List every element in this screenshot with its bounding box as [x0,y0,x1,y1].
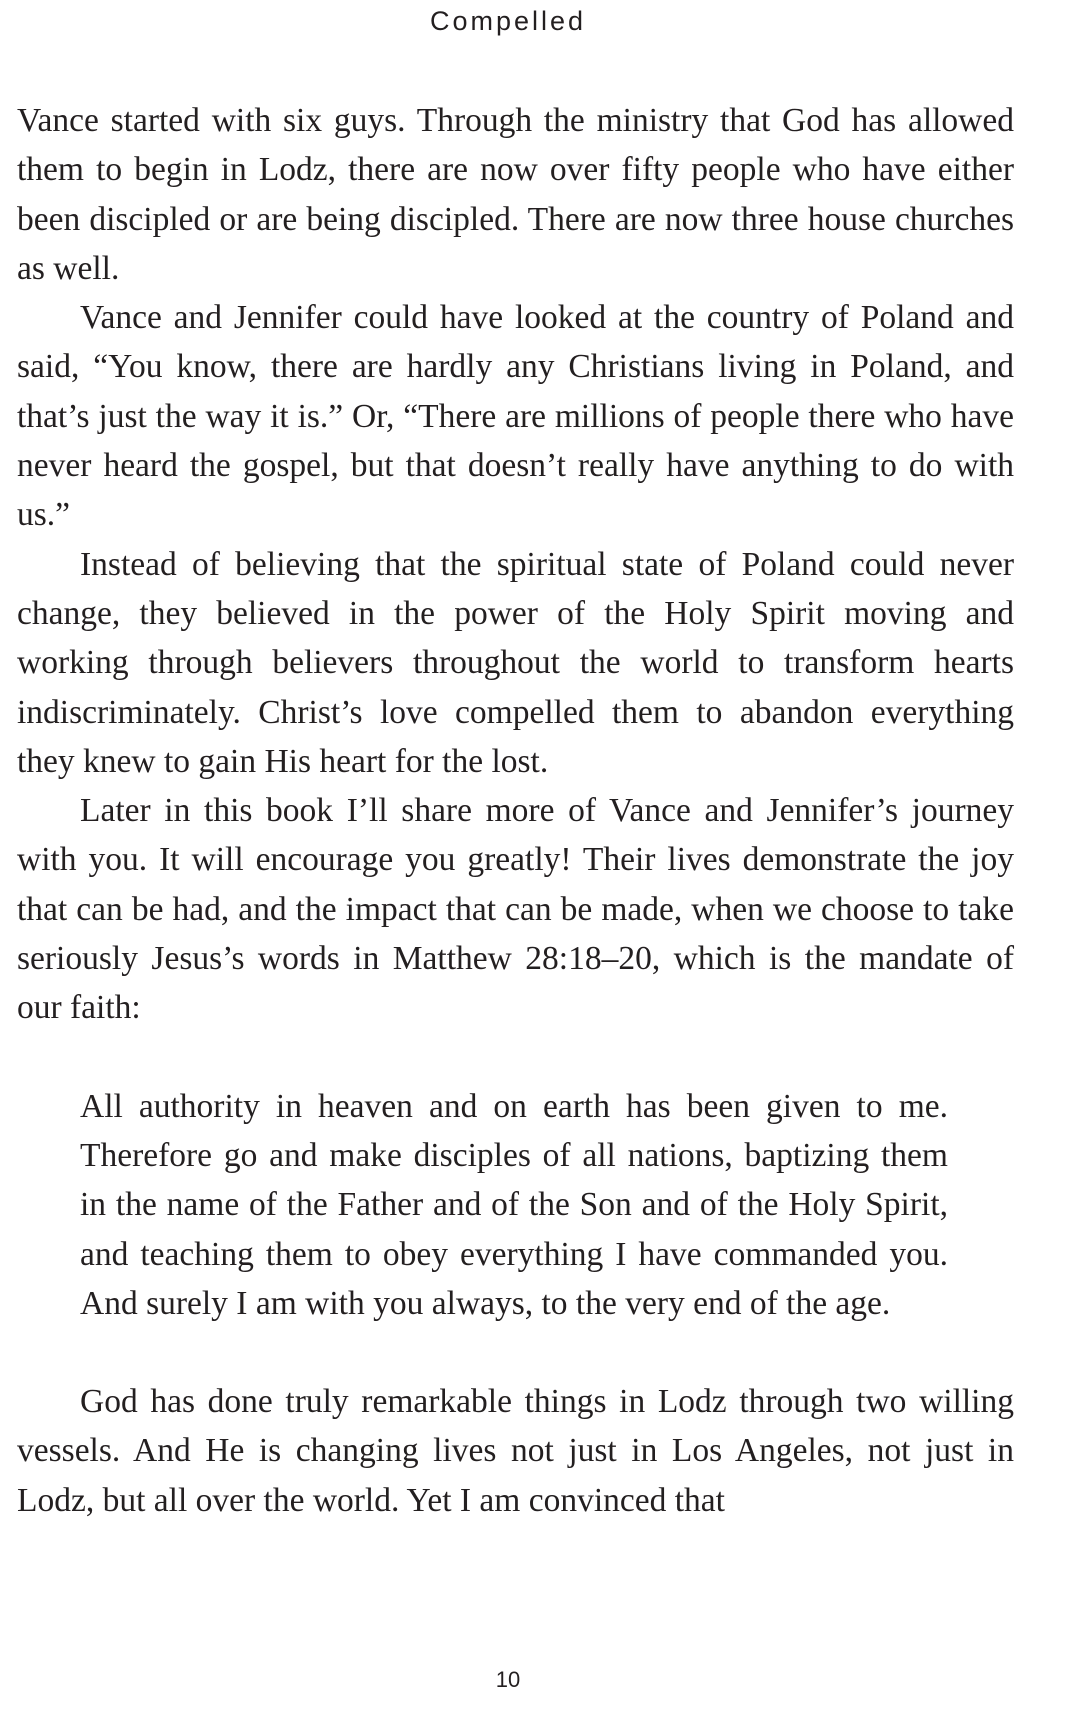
paragraph-4: Later in this book I’ll share more of Vance and Jennifer’s journey with you. It will encourage you greatly! Their lives demonstrate the joy that can be had, and the impact that can be made, when we choose to take seriously Jesus’s words in Matthew 28:18–20, which is the mandate of our faith: [17,792,1014,1027]
paragraph-1: Vance started with six guys. Through the ministry that God has allowed them to begin in Lodz, there are now over fifty people who have either been discipled or are being discipled. There are now three house churches as well. [17,102,1014,287]
running-head: Compelled [429,6,587,36]
closing-paragraph: God has done truly remarkable things in Lodz through two willing vessels. And He is changing lives not just in Los Angeles, not just in Lodz, but all over the world. Yet I am convinced that [17,1383,1014,1519]
body-text [17,96,1014,1525]
page-number: 10 [495,1667,521,1692]
paragraph-3: Instead of believing that the spiritual state of Poland could never change, they believed in the power of the Holy Spirit moving and working through believers throughout the world to transform hearts indiscriminately. Christ’s love compelled them to abandon everything they knew to gain His heart for the lost. [17,545,1014,780]
scripture-block-quote: All authority in heaven and on earth has been given to me. Therefore go and make disciples of all nations, baptizing them in the name of the Father and of the Son and of the Holy Spirit, and teaching them to obey everything I have commanded you. And surely I am with you always, to the very end of the age. [80,1087,948,1322]
paragraph-2: Vance and Jennifer could have looked at the country of Poland and said, “You know, there are hardly any Christians living in Poland, and that’s just the way it is.” Or, “There are millions of people there who have never heard the gospel, but that doesn’t really have anything to do with us.” [17,299,1014,534]
